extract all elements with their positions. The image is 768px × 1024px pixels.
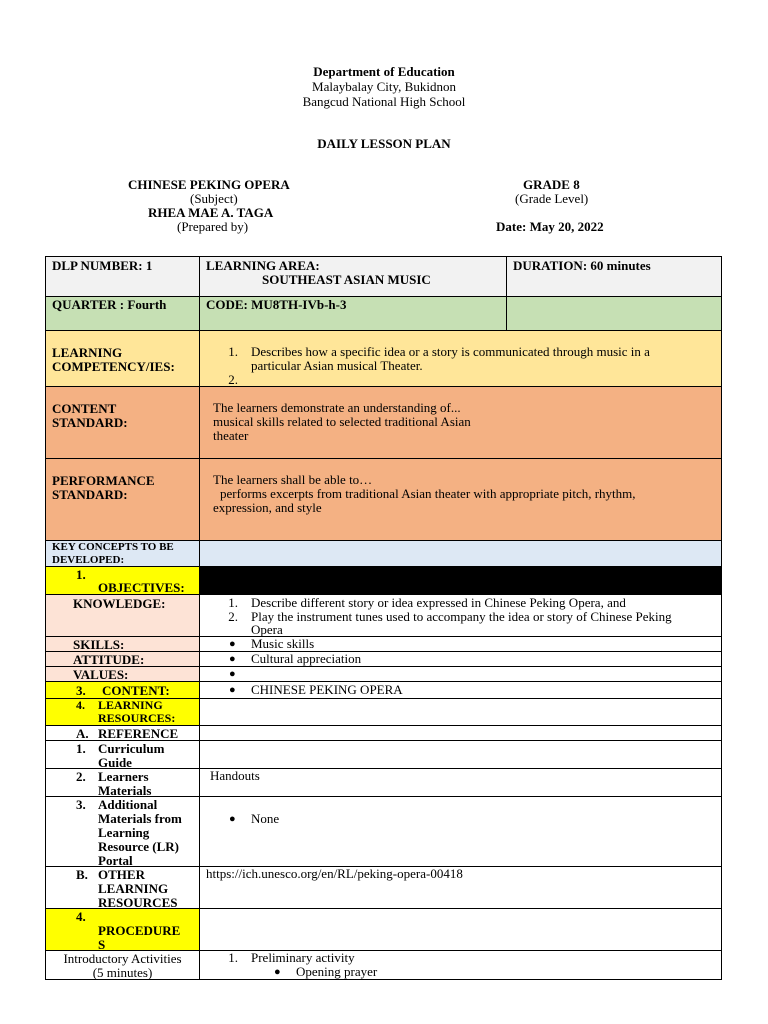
reference-label: REFERENCE <box>98 726 179 741</box>
values-label: VALUES: <box>73 667 129 682</box>
reference-cell <box>199 725 722 741</box>
opening-prayer: Opening prayer <box>296 964 378 979</box>
doc-title: DAILY LESSON PLAN <box>317 136 451 151</box>
resources-cell <box>199 698 722 726</box>
other-cell <box>199 866 722 909</box>
additional-label-1: Additional <box>98 797 158 812</box>
intro-cell: 1. Preliminary activity ● Opening prayer <box>199 950 722 980</box>
curriculum-label-cell: 1. Curriculum Guide <box>45 740 200 769</box>
performance-standard-2: performs excerpts from traditional Asian theater with appropriate pitch, rhythm, <box>220 486 636 501</box>
intro-label-cell <box>45 950 200 980</box>
content-standard-1: The learners demonstrate an understanding of... <box>213 400 461 415</box>
additional-cell <box>199 796 722 867</box>
knowledge-2a: Play the instrument tunes used to accompany the idea or story of Chinese Peking <box>251 609 672 624</box>
procedures-cell <box>199 908 722 951</box>
bullet-icon: ● <box>274 966 281 978</box>
additional-label-2: Materials from <box>98 811 182 826</box>
quarter-cell <box>45 296 200 331</box>
code-cell <box>199 296 507 331</box>
city-line: Malaybalay City, Bukidnon <box>312 79 456 94</box>
competency-1a: Describes how a specific idea or a story is communicated through music in a <box>251 344 650 359</box>
performance-standard-label-cell <box>45 458 200 541</box>
content-label-cell: 3. CONTENT: <box>45 681 200 699</box>
teacher-caption: (Prepared by) <box>177 219 249 234</box>
learning-area-cell <box>199 256 507 297</box>
content-standard-2: musical skills related to selected traditional Asian <box>213 414 471 429</box>
dlp-number-cell <box>45 256 200 297</box>
attitude-label-cell <box>45 651 200 667</box>
additional-label-5: Portal <box>98 853 133 867</box>
content-standard-label-2: STANDARD: <box>52 415 128 430</box>
additional-label-cell: 3. Additional Materials from Learning Resource (LR) Portal <box>45 796 200 867</box>
dlp-number: DLP NUMBER: 1 <box>52 258 153 273</box>
bullet-icon: ● <box>229 668 236 680</box>
objectives-label-cell: 1. OBJECTIVES: <box>45 566 200 595</box>
performance-standard-label-2: STANDARD: <box>52 487 128 502</box>
lesson-date: Date: May 20, 2022 <box>496 219 604 234</box>
additional-label-3: Learning <box>98 825 150 840</box>
grade-caption: (Grade Level) <box>515 191 589 206</box>
resources-label-1: LEARNING <box>98 698 163 712</box>
learning-area-value: SOUTHEAST ASIAN MUSIC <box>262 272 431 287</box>
quarter: QUARTER : Fourth <box>52 297 167 312</box>
knowledge-label-cell <box>45 594 200 637</box>
key-concepts-label-cell <box>45 540 200 567</box>
school-line: Bangcud National High School <box>302 94 466 109</box>
knowledge-label: KNOWLEDGE: <box>73 596 166 611</box>
code: CODE: MU8TH-IVb-h-3 <box>206 297 347 312</box>
values-label-cell <box>45 666 200 682</box>
teacher-name: RHEA MAE A. TAGA <box>148 205 274 220</box>
additional-value: None <box>251 811 280 826</box>
empty-green-cell <box>506 296 722 331</box>
resources-label-cell: 4. LEARNING RESOURCES: <box>45 698 200 726</box>
key-concepts-cell <box>199 540 722 567</box>
content-standard-3: theater <box>213 428 249 443</box>
curriculum-label-2: Guide <box>98 755 132 769</box>
intro-label-1: Introductory Activities <box>63 951 182 966</box>
learners-label-cell: 2. Learners Materials <box>45 768 200 797</box>
reference-label-cell: A. REFERENCE <box>45 725 200 741</box>
skills-label: SKILLS: <box>73 637 125 652</box>
duration-cell <box>506 256 722 297</box>
duration: DURATION: 60 minutes <box>513 258 651 273</box>
performance-standard-3: expression, and style <box>213 500 322 515</box>
preliminary-activity: Preliminary activity <box>251 950 355 965</box>
objectives-black-cell <box>199 566 722 595</box>
objectives-label: OBJECTIVES: <box>98 580 185 595</box>
performance-standard-label-1: PERFORMANCE <box>52 473 155 488</box>
attitude-cell <box>199 651 722 667</box>
additional-label-4: Resource (LR) <box>98 839 179 854</box>
performance-standard-cell <box>199 458 722 541</box>
procedures-label-2: S <box>98 937 106 951</box>
other-resources-link[interactable]: https://ich.unesco.org/en/RL/peking-opera-00418 <box>206 866 463 881</box>
bullet-icon: ● <box>229 684 236 696</box>
content-label: CONTENT: <box>102 683 170 698</box>
grade: GRADE 8 <box>523 177 580 192</box>
other-label-cell: B. OTHER LEARNING RESOURCES <box>45 866 200 909</box>
content-value: CHINESE PEKING OPERA <box>251 682 403 697</box>
learners-label-1: Learners <box>98 769 149 784</box>
key-concepts-label-2: DEVELOPED: <box>52 554 125 566</box>
attitude-label: ATTITUDE: <box>73 652 145 667</box>
knowledge-cell: 1. Describe different story or idea expressed in Chinese Peking Opera, and 2. Play the instrument tunes used to accompany the idea or story of Chinese Peking Opera <box>199 594 722 637</box>
learners-value: Handouts <box>210 768 260 783</box>
skills-value: Music skills <box>251 636 315 651</box>
skills-label-cell <box>45 636 200 652</box>
content-cell <box>199 681 722 699</box>
learning-area-label: LEARNING AREA: <box>206 258 320 273</box>
content-standard-cell <box>199 386 722 459</box>
subject-caption: (Subject) <box>190 191 238 206</box>
procedures-label-cell: 4. PROCEDURE S <box>45 908 200 951</box>
bullet-icon: ● <box>229 638 236 650</box>
learners-cell <box>199 768 722 797</box>
other-label-3: RESOURCES <box>98 895 178 909</box>
values-cell <box>199 666 722 682</box>
other-label-2: LEARNING <box>98 881 169 896</box>
content-standard-label-1: CONTENT <box>52 401 117 416</box>
intro-label-2: (5 minutes) <box>92 965 153 980</box>
competency-label-1: LEARNING <box>52 345 123 360</box>
knowledge-2b: Opera <box>251 622 283 637</box>
procedures-label-1: PROCEDURE <box>98 923 181 938</box>
bullet-icon: ● <box>229 653 236 665</box>
other-label-1: OTHER <box>98 867 145 882</box>
key-concepts-label-1: KEY CONCEPTS TO BE <box>52 541 174 553</box>
competency-label-cell <box>45 330 200 387</box>
competency-1b: particular Asian musical Theater. <box>251 358 423 373</box>
skills-cell <box>199 636 722 652</box>
resources-label-2: RESOURCES: <box>98 711 176 725</box>
learners-label-2: Materials <box>98 783 152 797</box>
performance-standard-1: The learners shall be able to… <box>213 472 373 487</box>
knowledge-1: Describe different story or idea expressed in Chinese Peking Opera, and <box>251 595 626 610</box>
subject: CHINESE PEKING OPERA <box>128 177 290 192</box>
curriculum-cell <box>199 740 722 769</box>
bullet-icon: ● <box>229 813 236 825</box>
competency-cell: 1. Describes how a specific idea or a story is communicated through music in a particular Asian musical Theater. 2. <box>199 330 722 387</box>
content-standard-label-cell <box>45 386 200 459</box>
curriculum-label-1: Curriculum <box>98 741 165 756</box>
department-title: Department of Education <box>313 64 455 79</box>
competency-label-2: COMPETENCY/IES: <box>52 359 175 374</box>
attitude-value: Cultural appreciation <box>251 651 362 666</box>
